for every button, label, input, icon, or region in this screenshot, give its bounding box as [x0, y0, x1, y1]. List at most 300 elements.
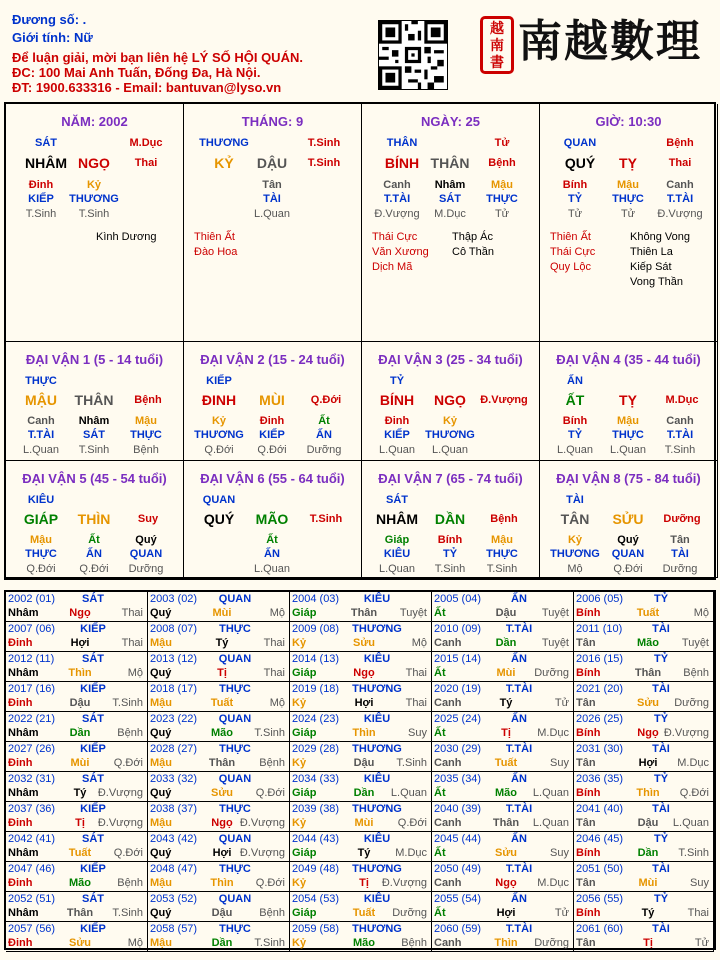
year-state: M.Dục	[537, 877, 569, 889]
year-chi: Hợi	[638, 757, 658, 769]
pillar-main-state: Bệnh	[666, 137, 694, 149]
year-label: 2036 (35)	[576, 773, 624, 785]
hidden-star: THỰC	[612, 193, 644, 205]
dai-van-chi-state: Bệnh	[134, 394, 162, 406]
dai-van-chi: DẦN	[434, 511, 466, 527]
year-label: 2054 (53)	[292, 893, 340, 905]
pillar-chi-state: Thai	[668, 157, 692, 169]
year-label: 2027 (26)	[8, 743, 56, 755]
year-cell	[148, 922, 290, 952]
year-star: KIÊU	[363, 653, 391, 665]
year-can: Nhâm	[8, 907, 39, 919]
year-cell	[290, 622, 432, 652]
year-can: Giáp	[292, 907, 317, 919]
year-star: QUAN	[218, 773, 252, 785]
year-state: Suy	[408, 727, 427, 739]
year-label: 2046 (45)	[576, 833, 624, 845]
year-star: TÀI	[652, 623, 670, 635]
pillar-cell	[6, 104, 184, 342]
year-state: Thai	[263, 637, 285, 649]
year-can: Quý	[150, 787, 172, 799]
hidden-state: Dưỡng	[128, 563, 164, 575]
year-state: Thai	[263, 667, 285, 679]
hidden-state: Tử	[494, 208, 510, 220]
hidden-star: T.TÀI	[666, 193, 694, 205]
year-cell	[148, 892, 290, 922]
year-can: Quý	[150, 667, 172, 679]
year-cell	[574, 922, 714, 952]
hidden-state: T.Sinh	[78, 208, 110, 220]
year-label: 2040 (39)	[434, 803, 482, 815]
qr-code	[378, 20, 448, 90]
hidden-stem: Quý	[617, 534, 639, 546]
year-can: Giáp	[292, 847, 317, 859]
year-star: ẤN	[511, 893, 527, 905]
year-state: Tử	[694, 937, 709, 949]
year-star: QUAN	[218, 653, 252, 665]
year-chi: Mùi	[354, 817, 374, 829]
dai-van-chi: MÙI	[259, 392, 285, 408]
year-star: T.TÀI	[505, 743, 533, 755]
hidden-stem: Đinh	[28, 179, 54, 191]
pillar-chi: DẬU	[256, 155, 288, 171]
dai-van-cell	[362, 342, 540, 461]
contact-note: Để luận giải, mời bạn liên hệ LÝ SỐ HỘI QUÁN.	[12, 50, 303, 65]
red-seal: 越 南 書	[480, 16, 514, 74]
dai-van-chi: SỬU	[612, 511, 644, 527]
year-chi: Tuất	[210, 697, 234, 709]
dai-van-can: QUÝ	[203, 511, 235, 527]
year-label: 2049 (48)	[292, 863, 340, 875]
year-state: Thai	[405, 697, 427, 709]
year-can: Kỷ	[292, 637, 307, 649]
year-star: SÁT	[82, 773, 104, 785]
year-cell	[290, 772, 432, 802]
year-can: Bính	[576, 787, 601, 799]
hidden-stem: Nhâm	[434, 179, 466, 191]
year-star: T.TÀI	[505, 683, 533, 695]
year-can: Ất	[434, 727, 446, 739]
year-chi: Tuất	[494, 757, 518, 769]
year-state: Dưỡng	[534, 937, 569, 949]
hidden-state: L.Quan	[22, 444, 60, 456]
hidden-state: Q.Đới	[26, 563, 56, 575]
year-star: TÀI	[652, 863, 670, 875]
hidden-stem: Kỷ	[86, 179, 102, 191]
hidden-state: L.Quan	[378, 444, 416, 456]
year-cell	[6, 862, 148, 892]
year-state: Q.Đới	[255, 787, 285, 799]
hidden-star: THƯƠNG	[425, 429, 475, 441]
hidden-stem: Kỷ	[442, 415, 458, 427]
year-star: KIẾP	[80, 803, 106, 815]
year-cell	[574, 652, 714, 682]
year-cell	[574, 862, 714, 892]
year-chi: Dậu	[495, 607, 517, 619]
dai-van-can: NHÂM	[376, 511, 418, 527]
hidden-star: TỶ	[442, 548, 458, 560]
year-chi: Tị	[217, 667, 227, 679]
year-cell	[290, 862, 432, 892]
year-label: 2057 (56)	[8, 923, 56, 935]
dai-van-cell	[540, 461, 718, 578]
year-chi: Ngọ	[353, 667, 375, 679]
pillar-main-star: QUAN	[563, 137, 597, 149]
year-cell	[432, 682, 574, 712]
hidden-stem: Ất	[88, 534, 100, 546]
year-star: SÁT	[82, 713, 104, 725]
year-chi: Sửu	[210, 787, 234, 799]
shen-sha-star: Không Vong	[630, 231, 690, 243]
pillar-title: NĂM: 2002	[61, 114, 128, 129]
year-label: 2026 (25)	[576, 713, 624, 725]
year-chi: Dần	[69, 727, 91, 739]
hidden-stem: Nhâm	[78, 415, 110, 427]
year-can: Tân	[576, 937, 596, 949]
hidden-star: THƯƠNG	[69, 193, 119, 205]
year-can: Bính	[576, 847, 601, 859]
year-can: Nhâm	[8, 787, 39, 799]
year-label: 2003 (02)	[150, 593, 198, 605]
year-can: Bính	[576, 727, 601, 739]
year-can: Mậu	[150, 937, 172, 949]
dai-van-title: ĐẠI VẬN 7 (65 - 74 tuổi)	[378, 471, 523, 486]
dai-van-star: KIÊU	[27, 494, 55, 506]
year-star: QUAN	[218, 713, 252, 725]
year-star: TỶ	[653, 773, 669, 785]
year-chi: Dần	[211, 937, 233, 949]
year-star: KIẾP	[80, 923, 106, 935]
hidden-state: T.Sinh	[664, 444, 696, 456]
year-state: Dưỡng	[392, 907, 427, 919]
pillars-grid	[4, 102, 716, 580]
year-star: QUAN	[218, 833, 252, 845]
year-label: 2060 (59)	[434, 923, 482, 935]
year-chi: Mùi	[496, 667, 516, 679]
year-star: THƯƠNG	[352, 743, 402, 755]
dai-van-chi-state: T.Sinh	[309, 513, 343, 525]
year-state: Q.Đới	[113, 757, 143, 769]
dai-van-can: ĐINH	[201, 392, 237, 408]
year-state: Bệnh	[683, 667, 709, 679]
hidden-stem: Mậu	[491, 534, 513, 546]
year-label: 2053 (52)	[150, 893, 198, 905]
year-state: Đ.Vượng	[239, 847, 285, 859]
year-star: THỰC	[219, 743, 251, 755]
hidden-state: L.Quan	[556, 444, 594, 456]
year-star: SÁT	[82, 893, 104, 905]
hidden-state: L.Quan	[378, 563, 416, 575]
dai-van-title: ĐẠI VẬN 1 (5 - 14 tuổi)	[25, 352, 164, 367]
year-label: 2015 (14)	[434, 653, 482, 665]
year-star: ẤN	[511, 773, 527, 785]
year-label: 2047 (46)	[8, 863, 56, 875]
hidden-stem: Quý	[135, 534, 157, 546]
year-chi: Tuất	[68, 847, 92, 859]
year-state: Tử	[554, 697, 569, 709]
year-chi: Ngọ	[637, 727, 659, 739]
year-star: SÁT	[82, 833, 104, 845]
hidden-star: THỰC	[25, 548, 57, 560]
year-label: 2051 (50)	[576, 863, 624, 875]
hidden-star: QUAN	[129, 548, 163, 560]
hidden-stem: Tân	[670, 534, 690, 546]
year-can: Mậu	[150, 697, 172, 709]
year-can: Quý	[150, 607, 172, 619]
year-state: Tuyệt	[399, 607, 427, 619]
year-chi: Tị	[75, 817, 85, 829]
dai-van-chi-state: Đ.Vượng	[480, 394, 528, 406]
address: ĐC: 100 Mai Anh Tuấn, Đống Đa, Hà Nội.	[12, 65, 261, 80]
shen-sha-star: Quy Lộc	[550, 261, 591, 273]
year-label: 2006 (05)	[576, 593, 624, 605]
pillar-cell	[540, 104, 718, 342]
year-can: Tân	[576, 817, 596, 829]
year-state: M.Dục	[537, 727, 569, 739]
shen-sha-star: Thiên La	[630, 246, 673, 258]
hidden-star: SÁT	[439, 193, 461, 205]
year-label: 2041 (40)	[576, 803, 624, 815]
shen-sha-star: Kình Dương	[96, 231, 157, 243]
year-cell	[148, 862, 290, 892]
year-label: 2037 (36)	[8, 803, 56, 815]
hidden-state: Q.Đới	[257, 444, 287, 456]
year-state: Bệnh	[259, 757, 285, 769]
year-star: THỰC	[219, 623, 251, 635]
dai-van-cell	[6, 342, 184, 461]
year-state: Thai	[687, 907, 709, 919]
year-cell	[148, 652, 290, 682]
year-label: 2023 (22)	[150, 713, 198, 725]
year-cell	[290, 832, 432, 862]
year-star: KIẾP	[80, 743, 106, 755]
dai-van-chi-state: Bệnh	[490, 513, 518, 525]
year-chi: Dậu	[637, 817, 659, 829]
year-star: THỰC	[219, 863, 251, 875]
hidden-stem: Kỷ	[567, 534, 583, 546]
dai-van-chi: THÌN	[77, 511, 111, 527]
year-label: 2033 (32)	[150, 773, 198, 785]
pillar-cell	[184, 104, 362, 342]
hidden-state: L.Quan	[253, 563, 291, 575]
year-chi: Thìn	[210, 877, 234, 889]
year-cell	[290, 652, 432, 682]
year-star: THƯƠNG	[352, 803, 402, 815]
year-cell	[432, 922, 574, 952]
year-star: THỰC	[219, 683, 251, 695]
year-cell	[6, 622, 148, 652]
shen-sha-star: Thiên Ất	[550, 231, 591, 243]
dai-van-chi-state: Q.Đới	[310, 394, 342, 406]
hidden-state: Tử	[567, 208, 583, 220]
year-cell	[432, 592, 574, 622]
year-label: 2020 (19)	[434, 683, 482, 695]
year-label: 2018 (17)	[150, 683, 198, 695]
year-label: 2002 (01)	[8, 593, 56, 605]
year-can: Ất	[434, 607, 446, 619]
year-cell	[290, 742, 432, 772]
pillar-title: NGÀY: 25	[421, 114, 480, 129]
year-can: Đinh	[8, 697, 33, 709]
year-can: Mậu	[150, 757, 172, 769]
year-chi: Mùi	[638, 877, 658, 889]
year-cell	[574, 622, 714, 652]
year-state: T.Sinh	[396, 757, 427, 769]
hidden-stem: Đinh	[384, 415, 410, 427]
dai-van-cell	[362, 461, 540, 578]
year-star: THƯƠNG	[352, 623, 402, 635]
year-star: T.TÀI	[505, 923, 533, 935]
year-cell	[6, 592, 148, 622]
hidden-state: T.Sinh	[25, 208, 57, 220]
year-star: THƯƠNG	[352, 863, 402, 875]
year-star: T.TÀI	[505, 863, 533, 875]
year-star: T.TÀI	[505, 623, 533, 635]
year-star: THƯƠNG	[352, 683, 402, 695]
year-chi: Thìn	[352, 727, 376, 739]
year-chi: Hợi	[212, 847, 232, 859]
dai-van-cell	[540, 342, 718, 461]
year-star: KIÊU	[363, 773, 391, 785]
year-chi: Thìn	[636, 787, 660, 799]
shen-sha-star: Cô Thần	[452, 246, 494, 258]
pillar-main-state: T.Sinh	[307, 137, 341, 149]
year-label: 2029 (28)	[292, 743, 340, 755]
pillar-main-star: SÁT	[35, 137, 57, 149]
hidden-star: THỰC	[130, 429, 162, 441]
dai-van-cell	[6, 461, 184, 578]
year-chi: Mão	[495, 787, 517, 799]
year-star: KIÊU	[363, 833, 391, 845]
year-star: THƯƠNG	[352, 923, 402, 935]
year-cell	[290, 892, 432, 922]
year-cell	[148, 772, 290, 802]
year-label: 2005 (04)	[434, 593, 482, 605]
hidden-state: Q.Đới	[204, 444, 234, 456]
pillar-title: THÁNG: 9	[241, 114, 304, 129]
year-star: TỶ	[653, 893, 669, 905]
year-star: KIÊU	[363, 713, 391, 725]
shen-sha-star: Đào Hoa	[194, 246, 238, 258]
year-state: Dưỡng	[674, 697, 709, 709]
year-star: TÀI	[652, 743, 670, 755]
year-state: Suy	[550, 847, 569, 859]
hidden-state: T.Sinh	[486, 563, 518, 575]
year-state: Tuyệt	[681, 637, 709, 649]
year-cell	[574, 832, 714, 862]
year-label: 2048 (47)	[150, 863, 198, 875]
hidden-star: ẤN	[86, 548, 102, 560]
year-cell	[148, 712, 290, 742]
year-label: 2059 (58)	[292, 923, 340, 935]
year-state: Đ.Vượng	[239, 817, 285, 829]
year-state: Tuyệt	[541, 637, 569, 649]
year-cell	[432, 622, 574, 652]
year-label: 2058 (57)	[150, 923, 198, 935]
year-label: 2009 (08)	[292, 623, 340, 635]
year-cell	[6, 922, 148, 952]
year-state: Tử	[554, 907, 569, 919]
year-cell	[290, 712, 432, 742]
year-can: Ất	[434, 907, 446, 919]
year-state: Đ.Vượng	[663, 727, 709, 739]
year-state: M.Dục	[395, 847, 427, 859]
year-state: Mộ	[127, 937, 143, 949]
hidden-stem: Kỷ	[211, 415, 227, 427]
hidden-state: T.Sinh	[78, 444, 110, 456]
year-state: Thai	[121, 607, 143, 619]
year-can: Tân	[576, 877, 596, 889]
year-can: Nhâm	[8, 607, 39, 619]
year-chi: Hợi	[496, 907, 516, 919]
year-cell	[432, 832, 574, 862]
shen-sha-star: Vong Thần	[630, 276, 684, 288]
year-star: KIẾP	[80, 863, 106, 875]
year-can: Kỷ	[292, 697, 307, 709]
year-chi: Mùi	[212, 607, 232, 619]
year-star: KIÊU	[363, 593, 391, 605]
year-chi: Thân	[492, 817, 520, 829]
hidden-star: THỰC	[612, 429, 644, 441]
year-label: 2055 (54)	[434, 893, 482, 905]
year-state: Thai	[121, 637, 143, 649]
dai-van-star: QUAN	[202, 494, 236, 506]
year-chi: Ngọ	[69, 607, 91, 619]
year-label: 2013 (12)	[150, 653, 198, 665]
year-state: Bệnh	[401, 937, 427, 949]
pillar-chi: TỴ	[619, 155, 637, 171]
year-chi: Hợi	[354, 697, 374, 709]
year-cell	[574, 592, 714, 622]
year-can: Đinh	[8, 637, 33, 649]
year-chi: Tý	[73, 787, 87, 799]
pillar-chi-state: T.Sinh	[307, 157, 341, 169]
hidden-state: Bệnh	[133, 444, 159, 456]
year-can: Mậu	[150, 637, 172, 649]
year-chi: Mùi	[70, 757, 90, 769]
year-chi: Dậu	[69, 697, 91, 709]
year-chi: Dần	[353, 787, 375, 799]
dai-van-can: TÂN	[560, 511, 590, 527]
logo-text: 南越數理	[518, 16, 702, 67]
shen-sha-star: Dịch Mã	[372, 261, 413, 273]
hidden-stem: Bính	[562, 415, 588, 427]
year-can: Canh	[434, 637, 462, 649]
hidden-star: QUAN	[611, 548, 645, 560]
header	[0, 0, 720, 100]
pillar-can: QUÝ	[564, 155, 596, 171]
year-chi: Ngọ	[211, 817, 233, 829]
year-state: Q.Đới	[255, 877, 285, 889]
pillar-chi: NGỌ	[78, 155, 110, 171]
year-state: Mộ	[127, 667, 143, 679]
year-chi: Thìn	[494, 937, 518, 949]
shen-sha-star: Thái Cực	[372, 231, 418, 243]
year-can: Tân	[576, 757, 596, 769]
year-cell	[574, 802, 714, 832]
year-state: Suy	[690, 877, 709, 889]
year-label: 2016 (15)	[576, 653, 624, 665]
dai-van-chi: NGỌ	[434, 392, 466, 408]
year-cell	[6, 682, 148, 712]
year-star: THỰC	[219, 803, 251, 815]
year-can: Canh	[434, 877, 462, 889]
year-state: Q.Đới	[113, 847, 143, 859]
year-cell	[432, 892, 574, 922]
year-label: 2031 (30)	[576, 743, 624, 755]
year-star: SÁT	[82, 593, 104, 605]
year-cell	[574, 742, 714, 772]
